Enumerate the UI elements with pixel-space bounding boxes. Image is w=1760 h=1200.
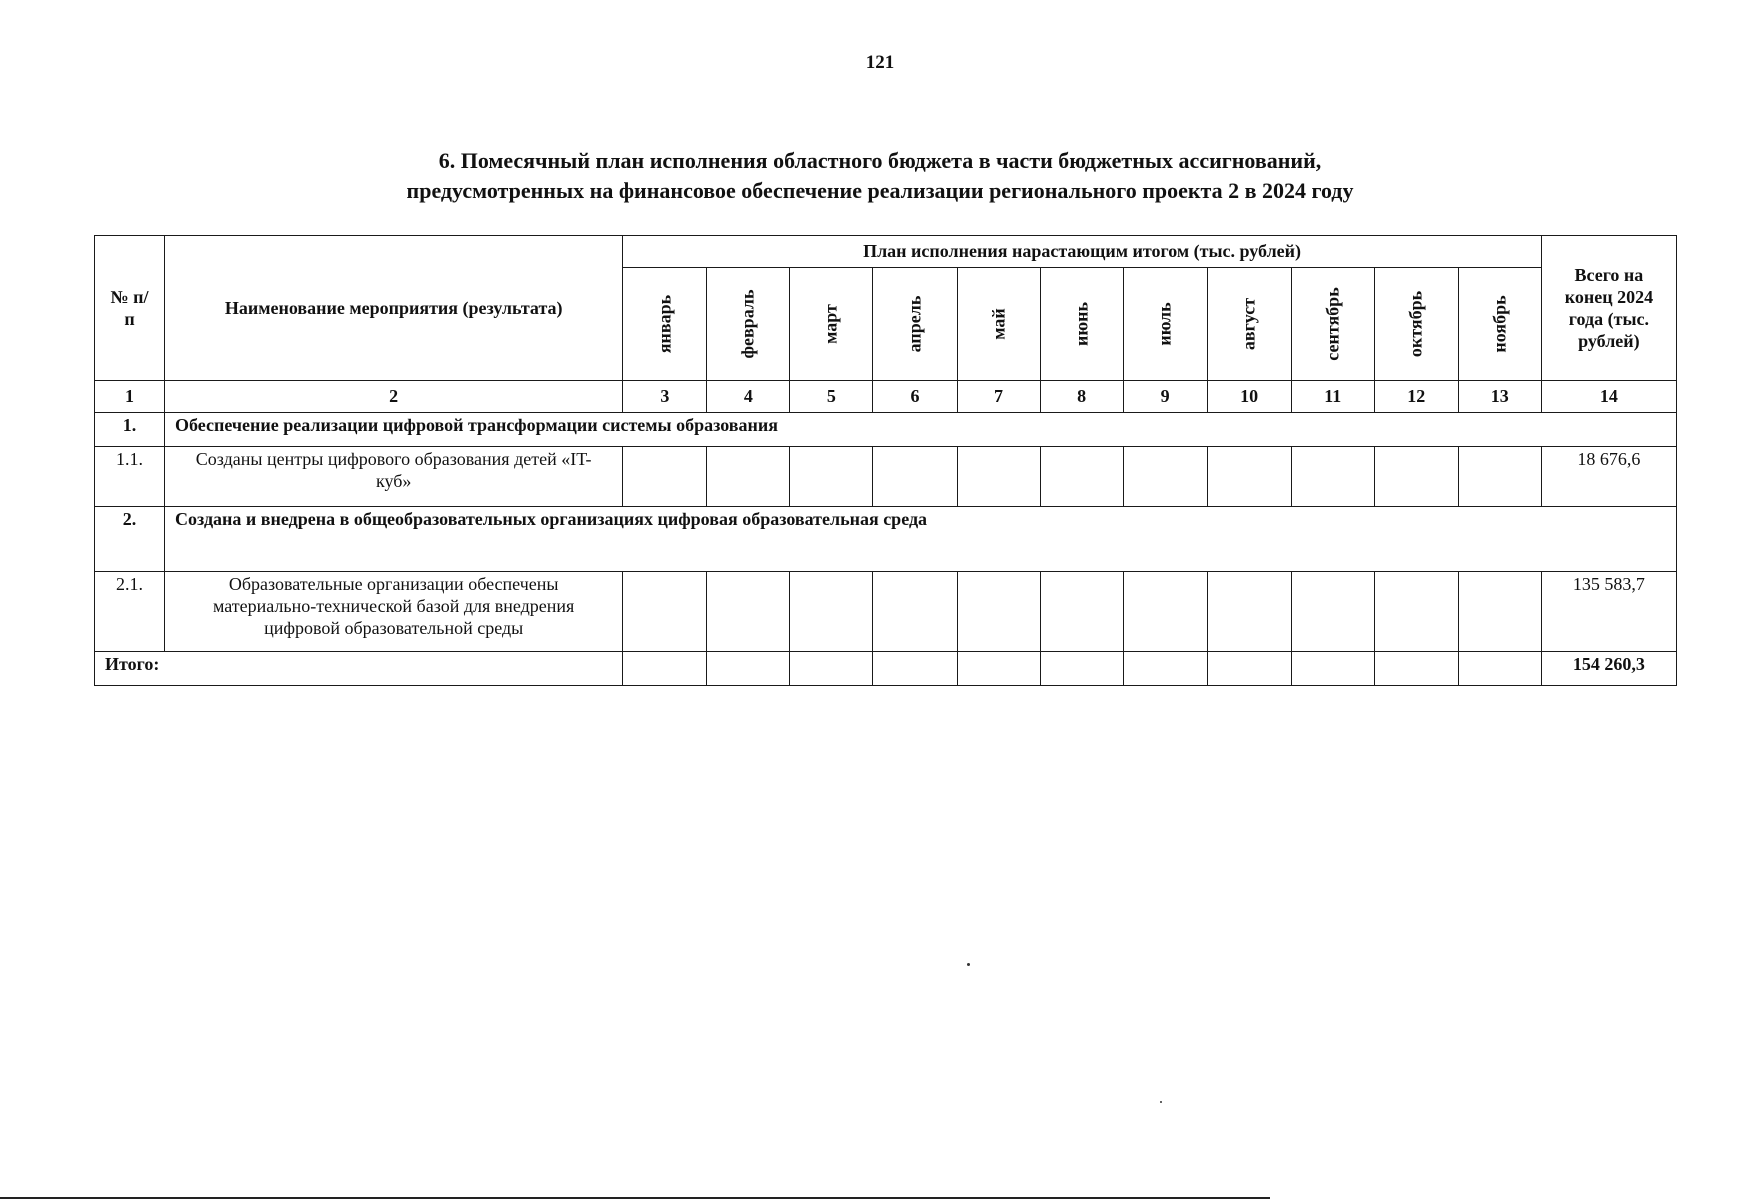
month-label: август xyxy=(1238,297,1259,351)
month-value-cell xyxy=(873,652,957,686)
month-value-cell xyxy=(790,447,873,507)
item-number: 1.1. xyxy=(95,447,165,507)
month-value-cell xyxy=(623,652,707,686)
budget-plan-table xyxy=(94,235,1677,686)
month-value-cell xyxy=(1040,447,1123,507)
header-total-label: Всего на конец 2024 года (тыс. рублей) xyxy=(1564,265,1654,351)
month-label: январь xyxy=(654,294,675,354)
item-name xyxy=(165,447,623,507)
month-value-cell xyxy=(790,572,873,652)
month-august xyxy=(1207,268,1291,381)
item-name-text: Образовательные организации обеспечены материально-технической базой для внедрения цифровой образовательной среды xyxy=(212,574,575,638)
month-value-cell xyxy=(873,572,957,652)
month-value-cell xyxy=(957,572,1040,652)
item-name xyxy=(165,572,623,652)
month-value-cell xyxy=(1207,652,1291,686)
total-row xyxy=(95,652,1677,686)
bottom-rule xyxy=(0,1197,1270,1199)
month-value-cell xyxy=(957,652,1040,686)
header-plan: План исполнения нарастающим итогом (тыс. рублей) xyxy=(623,236,1542,268)
title-line-1: 6. Помесячный план исполнения областного бюджета в части бюджетных ассигнований, xyxy=(438,148,1322,173)
month-value-cell xyxy=(707,572,790,652)
month-value-cell xyxy=(1040,572,1123,652)
month-september xyxy=(1291,268,1374,381)
column-number: 7 xyxy=(957,381,1040,413)
header-name: Наименование мероприятия (результата) xyxy=(165,236,623,381)
column-number: 10 xyxy=(1207,381,1291,413)
page-number: 121 xyxy=(865,52,895,73)
month-label: июнь xyxy=(1071,301,1092,347)
column-number: 14 xyxy=(1541,381,1676,413)
header-row-1 xyxy=(95,236,1677,268)
section-title: Создана и внедрена в общеобразовательных организациях цифровая образовательная среда xyxy=(165,507,1677,572)
month-label: март xyxy=(820,304,841,344)
column-number: 3 xyxy=(623,381,707,413)
section-number: 1. xyxy=(95,413,165,447)
month-value-cell xyxy=(1291,652,1374,686)
header-total xyxy=(1541,236,1676,381)
column-number: 12 xyxy=(1374,381,1458,413)
month-may xyxy=(957,268,1040,381)
month-value-cell xyxy=(1374,572,1458,652)
month-value-cell xyxy=(957,447,1040,507)
section-title: Обеспечение реализации цифровой трансформации системы образования xyxy=(165,413,1677,447)
month-value-cell xyxy=(1374,447,1458,507)
column-numbers-row xyxy=(95,381,1677,413)
month-value-cell xyxy=(623,447,707,507)
month-value-cell xyxy=(1123,447,1207,507)
month-april xyxy=(873,268,957,381)
month-value-cell xyxy=(623,572,707,652)
column-number: 5 xyxy=(790,381,873,413)
month-label: июль xyxy=(1154,302,1175,346)
column-number: 1 xyxy=(95,381,165,413)
month-value-cell xyxy=(1291,572,1374,652)
month-january xyxy=(623,268,707,381)
month-label: октябрь xyxy=(1405,290,1426,358)
total-value: 154 260,3 xyxy=(1541,652,1676,686)
month-value-cell xyxy=(790,652,873,686)
month-value-cell xyxy=(1458,652,1541,686)
document-title xyxy=(0,146,1760,206)
column-number: 9 xyxy=(1123,381,1207,413)
section-row xyxy=(95,413,1677,447)
month-value-cell xyxy=(1291,447,1374,507)
month-value-cell xyxy=(1123,572,1207,652)
month-label: ноябрь xyxy=(1489,295,1510,353)
month-june xyxy=(1040,268,1123,381)
month-label: февраль xyxy=(737,289,758,359)
month-value-cell xyxy=(1040,652,1123,686)
column-number: 6 xyxy=(873,381,957,413)
month-february xyxy=(707,268,790,381)
column-number: 2 xyxy=(165,381,623,413)
month-label: май xyxy=(988,308,1009,340)
month-july xyxy=(1123,268,1207,381)
month-value-cell xyxy=(1123,652,1207,686)
item-number: 2.1. xyxy=(95,572,165,652)
month-november xyxy=(1458,268,1541,381)
item-total: 135 583,7 xyxy=(1541,572,1676,652)
section-number: 2. xyxy=(95,507,165,572)
month-value-cell xyxy=(1374,652,1458,686)
month-value-cell xyxy=(707,447,790,507)
month-label: сентябрь xyxy=(1322,287,1343,361)
item-total: 18 676,6 xyxy=(1541,447,1676,507)
column-number: 8 xyxy=(1040,381,1123,413)
item-name-text: Созданы центры цифрового образования детей «IT-куб» xyxy=(195,449,592,491)
month-value-cell xyxy=(1458,572,1541,652)
month-march xyxy=(790,268,873,381)
table-row xyxy=(95,572,1677,652)
month-value-cell xyxy=(873,447,957,507)
header-num-label: № п/п xyxy=(110,287,149,329)
column-number: 13 xyxy=(1458,381,1541,413)
month-label: апрель xyxy=(904,295,925,353)
month-october xyxy=(1374,268,1458,381)
column-number: 4 xyxy=(707,381,790,413)
month-value-cell xyxy=(707,652,790,686)
scan-speck xyxy=(1160,1101,1162,1103)
table-row xyxy=(95,447,1677,507)
header-num xyxy=(95,236,165,381)
month-value-cell xyxy=(1207,447,1291,507)
total-label: Итого: xyxy=(95,652,623,686)
scan-speck xyxy=(967,963,970,966)
month-value-cell xyxy=(1458,447,1541,507)
section-row xyxy=(95,507,1677,572)
column-number: 11 xyxy=(1291,381,1374,413)
month-value-cell xyxy=(1207,572,1291,652)
title-line-2: предусмотренных на финансовое обеспечение реализации регионального проекта 2 в 2024 году xyxy=(406,178,1354,203)
